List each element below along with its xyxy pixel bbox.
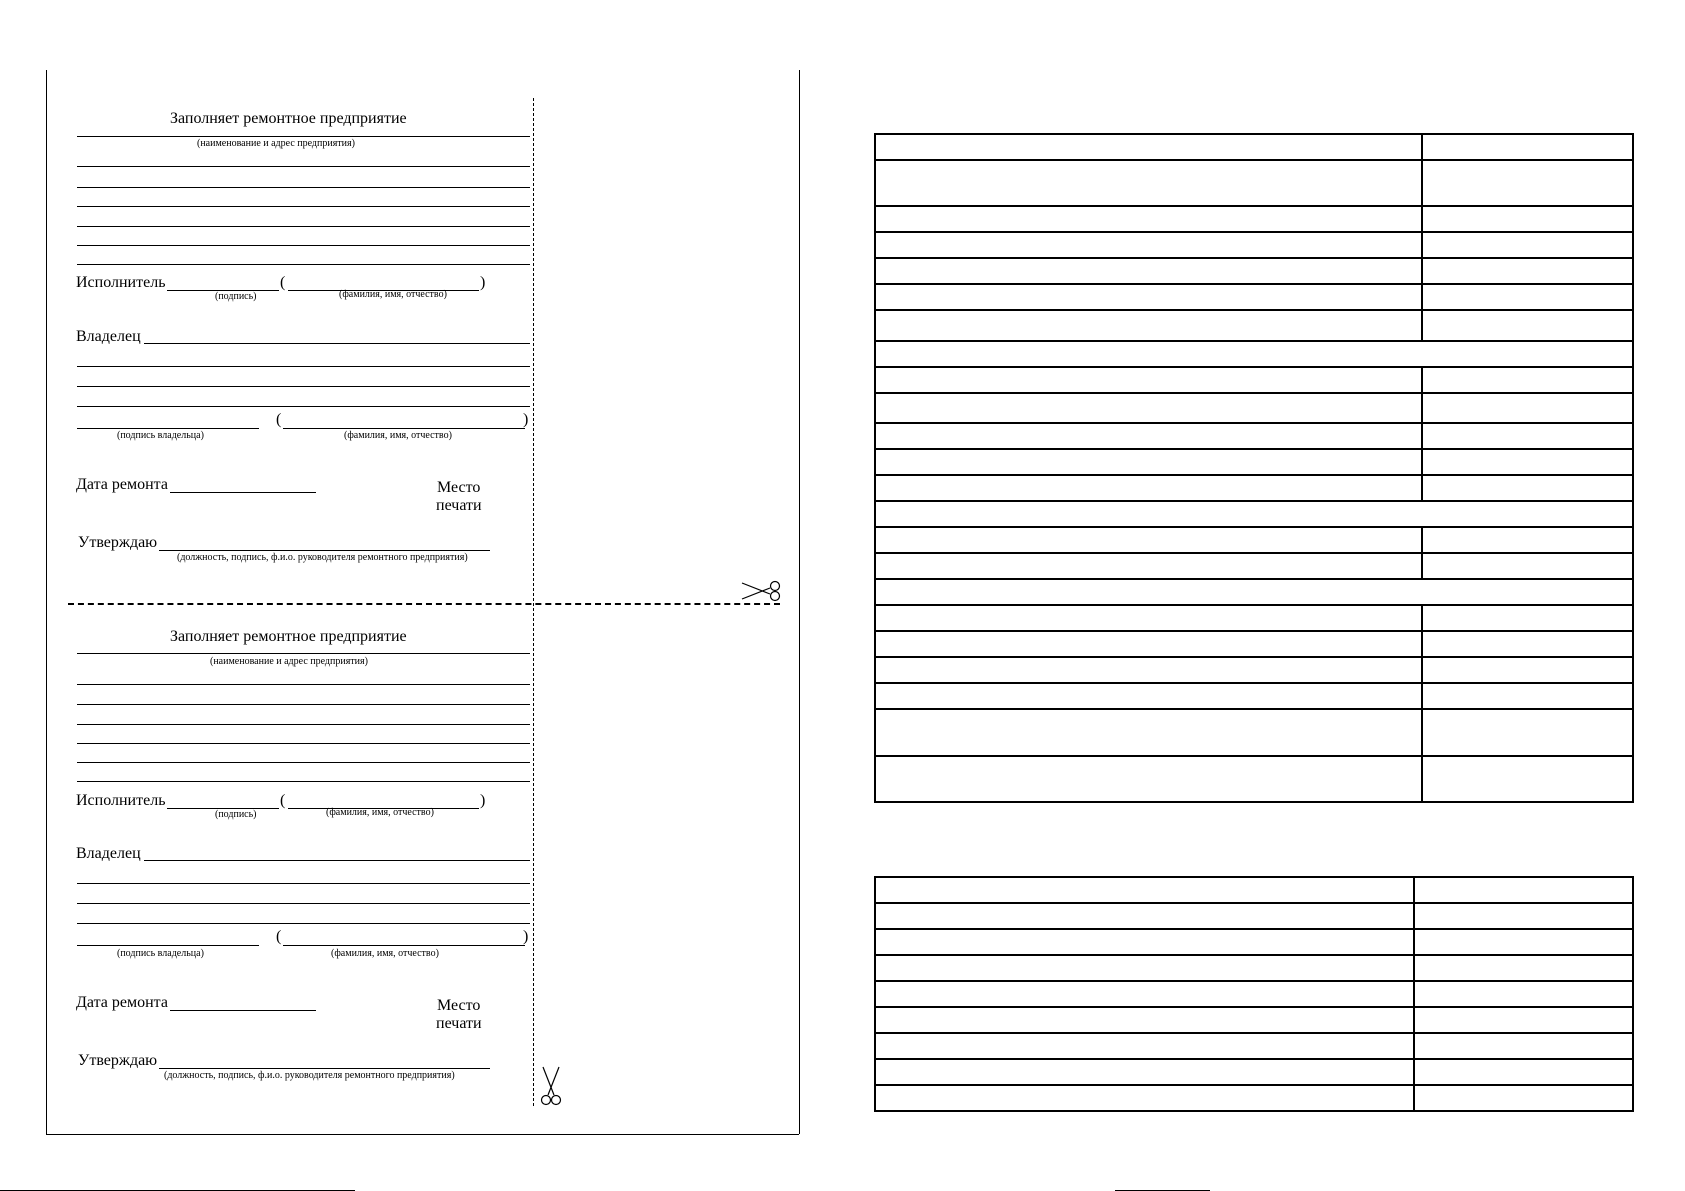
- table-row: [875, 1007, 1633, 1033]
- table-row: [875, 877, 1633, 903]
- stamp-label: Место: [437, 997, 481, 1014]
- repair-date-line[interactable]: [170, 1010, 316, 1011]
- table-row: [875, 657, 1633, 683]
- owner-signature-caption: (подпись владельца): [117, 948, 204, 959]
- paren-open: (: [276, 928, 282, 945]
- owner-fio-line[interactable]: [283, 428, 525, 429]
- owner-fio-caption: (фамилия, имя, отчество): [344, 430, 452, 441]
- table-row: [875, 1085, 1633, 1111]
- enterprise-line[interactable]: [77, 762, 530, 763]
- table-row: [875, 1059, 1633, 1085]
- owner-fio-caption: (фамилия, имя, отчество): [331, 948, 439, 959]
- page-frame-bottom: [46, 1134, 799, 1135]
- approve-caption: (должность, подпись, ф.и.о. руководителя ремонтного предприятия): [164, 1070, 455, 1081]
- page-frame-left: [46, 70, 47, 1134]
- enterprise-line[interactable]: [77, 226, 530, 227]
- table-section-row: [875, 501, 1633, 527]
- paren-open: (: [280, 792, 286, 809]
- enterprise-line[interactable]: [77, 653, 530, 654]
- table-row: [875, 423, 1633, 449]
- table-row: [875, 756, 1633, 802]
- approve-label: Утверждаю: [78, 1052, 158, 1069]
- table-row: [875, 206, 1633, 232]
- enterprise-line[interactable]: [77, 206, 530, 207]
- owner-label: Владелец: [76, 845, 141, 862]
- table-row: [875, 367, 1633, 393]
- approve-line[interactable]: [159, 550, 490, 551]
- horizontal-cut-line: [68, 603, 780, 605]
- repair-date-line[interactable]: [170, 492, 316, 493]
- paren-close: ): [523, 411, 529, 428]
- enterprise-line[interactable]: [77, 781, 530, 782]
- table-section-row: [875, 579, 1633, 605]
- repair-table-2: [874, 876, 1634, 1112]
- table-row: [875, 605, 1633, 631]
- owner-signature-caption: (подпись владельца): [117, 430, 204, 441]
- enterprise-line[interactable]: [77, 724, 530, 725]
- table-row: [875, 1033, 1633, 1059]
- repair-date-label: Дата ремонта: [76, 994, 168, 1011]
- executor-label: Исполнитель: [76, 274, 166, 291]
- table-row: [875, 232, 1633, 258]
- vertical-cut-line: [533, 98, 534, 1106]
- table-row: [875, 284, 1633, 310]
- table-row: [875, 258, 1633, 284]
- stamp-label: Место: [437, 479, 481, 496]
- coupon-heading: Заполняет ремонтное предприятие: [170, 628, 407, 645]
- paren-close: ): [480, 274, 486, 291]
- enterprise-caption: (наименование и адрес предприятия): [197, 138, 355, 149]
- enterprise-line[interactable]: [77, 684, 530, 685]
- owner-line[interactable]: [77, 386, 530, 387]
- table-row: [875, 929, 1633, 955]
- enterprise-line[interactable]: [77, 264, 530, 265]
- owner-line[interactable]: [77, 366, 530, 367]
- paren-close: ): [480, 792, 486, 809]
- table-row: [875, 709, 1633, 756]
- table-row: [875, 160, 1633, 206]
- approve-line[interactable]: [159, 1068, 490, 1069]
- table-row: [875, 310, 1633, 341]
- table-row: [875, 553, 1633, 579]
- fio-caption: (фамилия, имя, отчество): [326, 807, 434, 818]
- owner-line[interactable]: [77, 406, 530, 407]
- table-row: [875, 903, 1633, 929]
- coupon-heading: Заполняет ремонтное предприятие: [170, 110, 407, 127]
- owner-fio-line[interactable]: [283, 945, 525, 946]
- stamp-label: печати: [436, 497, 482, 514]
- enterprise-line[interactable]: [77, 187, 530, 188]
- table-row: [875, 393, 1633, 423]
- table-row: [875, 475, 1633, 501]
- stamp-label: печати: [436, 1015, 482, 1032]
- owner-line[interactable]: [77, 903, 530, 904]
- table-row: [875, 527, 1633, 553]
- executor-label: Исполнитель: [76, 792, 166, 809]
- signature-caption: (подпись): [215, 809, 257, 820]
- owner-line[interactable]: [144, 860, 530, 861]
- enterprise-caption: (наименование и адрес предприятия): [210, 656, 368, 667]
- owner-line[interactable]: [144, 343, 530, 344]
- scissors-icon: [540, 1065, 562, 1107]
- table-row: [875, 134, 1633, 160]
- table-row: [875, 955, 1633, 981]
- owner-line[interactable]: [77, 923, 530, 924]
- enterprise-line[interactable]: [77, 743, 530, 744]
- fio-caption: (фамилия, имя, отчество): [339, 289, 447, 300]
- owner-signature-line[interactable]: [77, 428, 259, 429]
- enterprise-line[interactable]: [77, 704, 530, 705]
- approve-label: Утверждаю: [78, 534, 158, 551]
- repair-table: [874, 133, 1634, 803]
- signature-caption: (подпись): [215, 291, 257, 302]
- table-row: [875, 683, 1633, 709]
- table-row: [875, 631, 1633, 657]
- table-row: [875, 981, 1633, 1007]
- paren-close: ): [523, 928, 529, 945]
- table-row: [875, 449, 1633, 475]
- enterprise-line[interactable]: [77, 166, 530, 167]
- enterprise-line[interactable]: [77, 245, 530, 246]
- enterprise-line[interactable]: [77, 136, 530, 137]
- repair-date-label: Дата ремонта: [76, 476, 168, 493]
- page-frame-right: [799, 70, 800, 1134]
- owner-signature-line[interactable]: [77, 945, 259, 946]
- approve-caption: (должность, подпись, ф.и.о. руководителя ремонтного предприятия): [177, 552, 468, 563]
- owner-line[interactable]: [77, 883, 530, 884]
- scissors-icon: [740, 580, 782, 602]
- paren-open: (: [276, 411, 282, 428]
- paren-open: (: [280, 274, 286, 291]
- table-section-row: [875, 341, 1633, 367]
- owner-label: Владелец: [76, 328, 141, 345]
